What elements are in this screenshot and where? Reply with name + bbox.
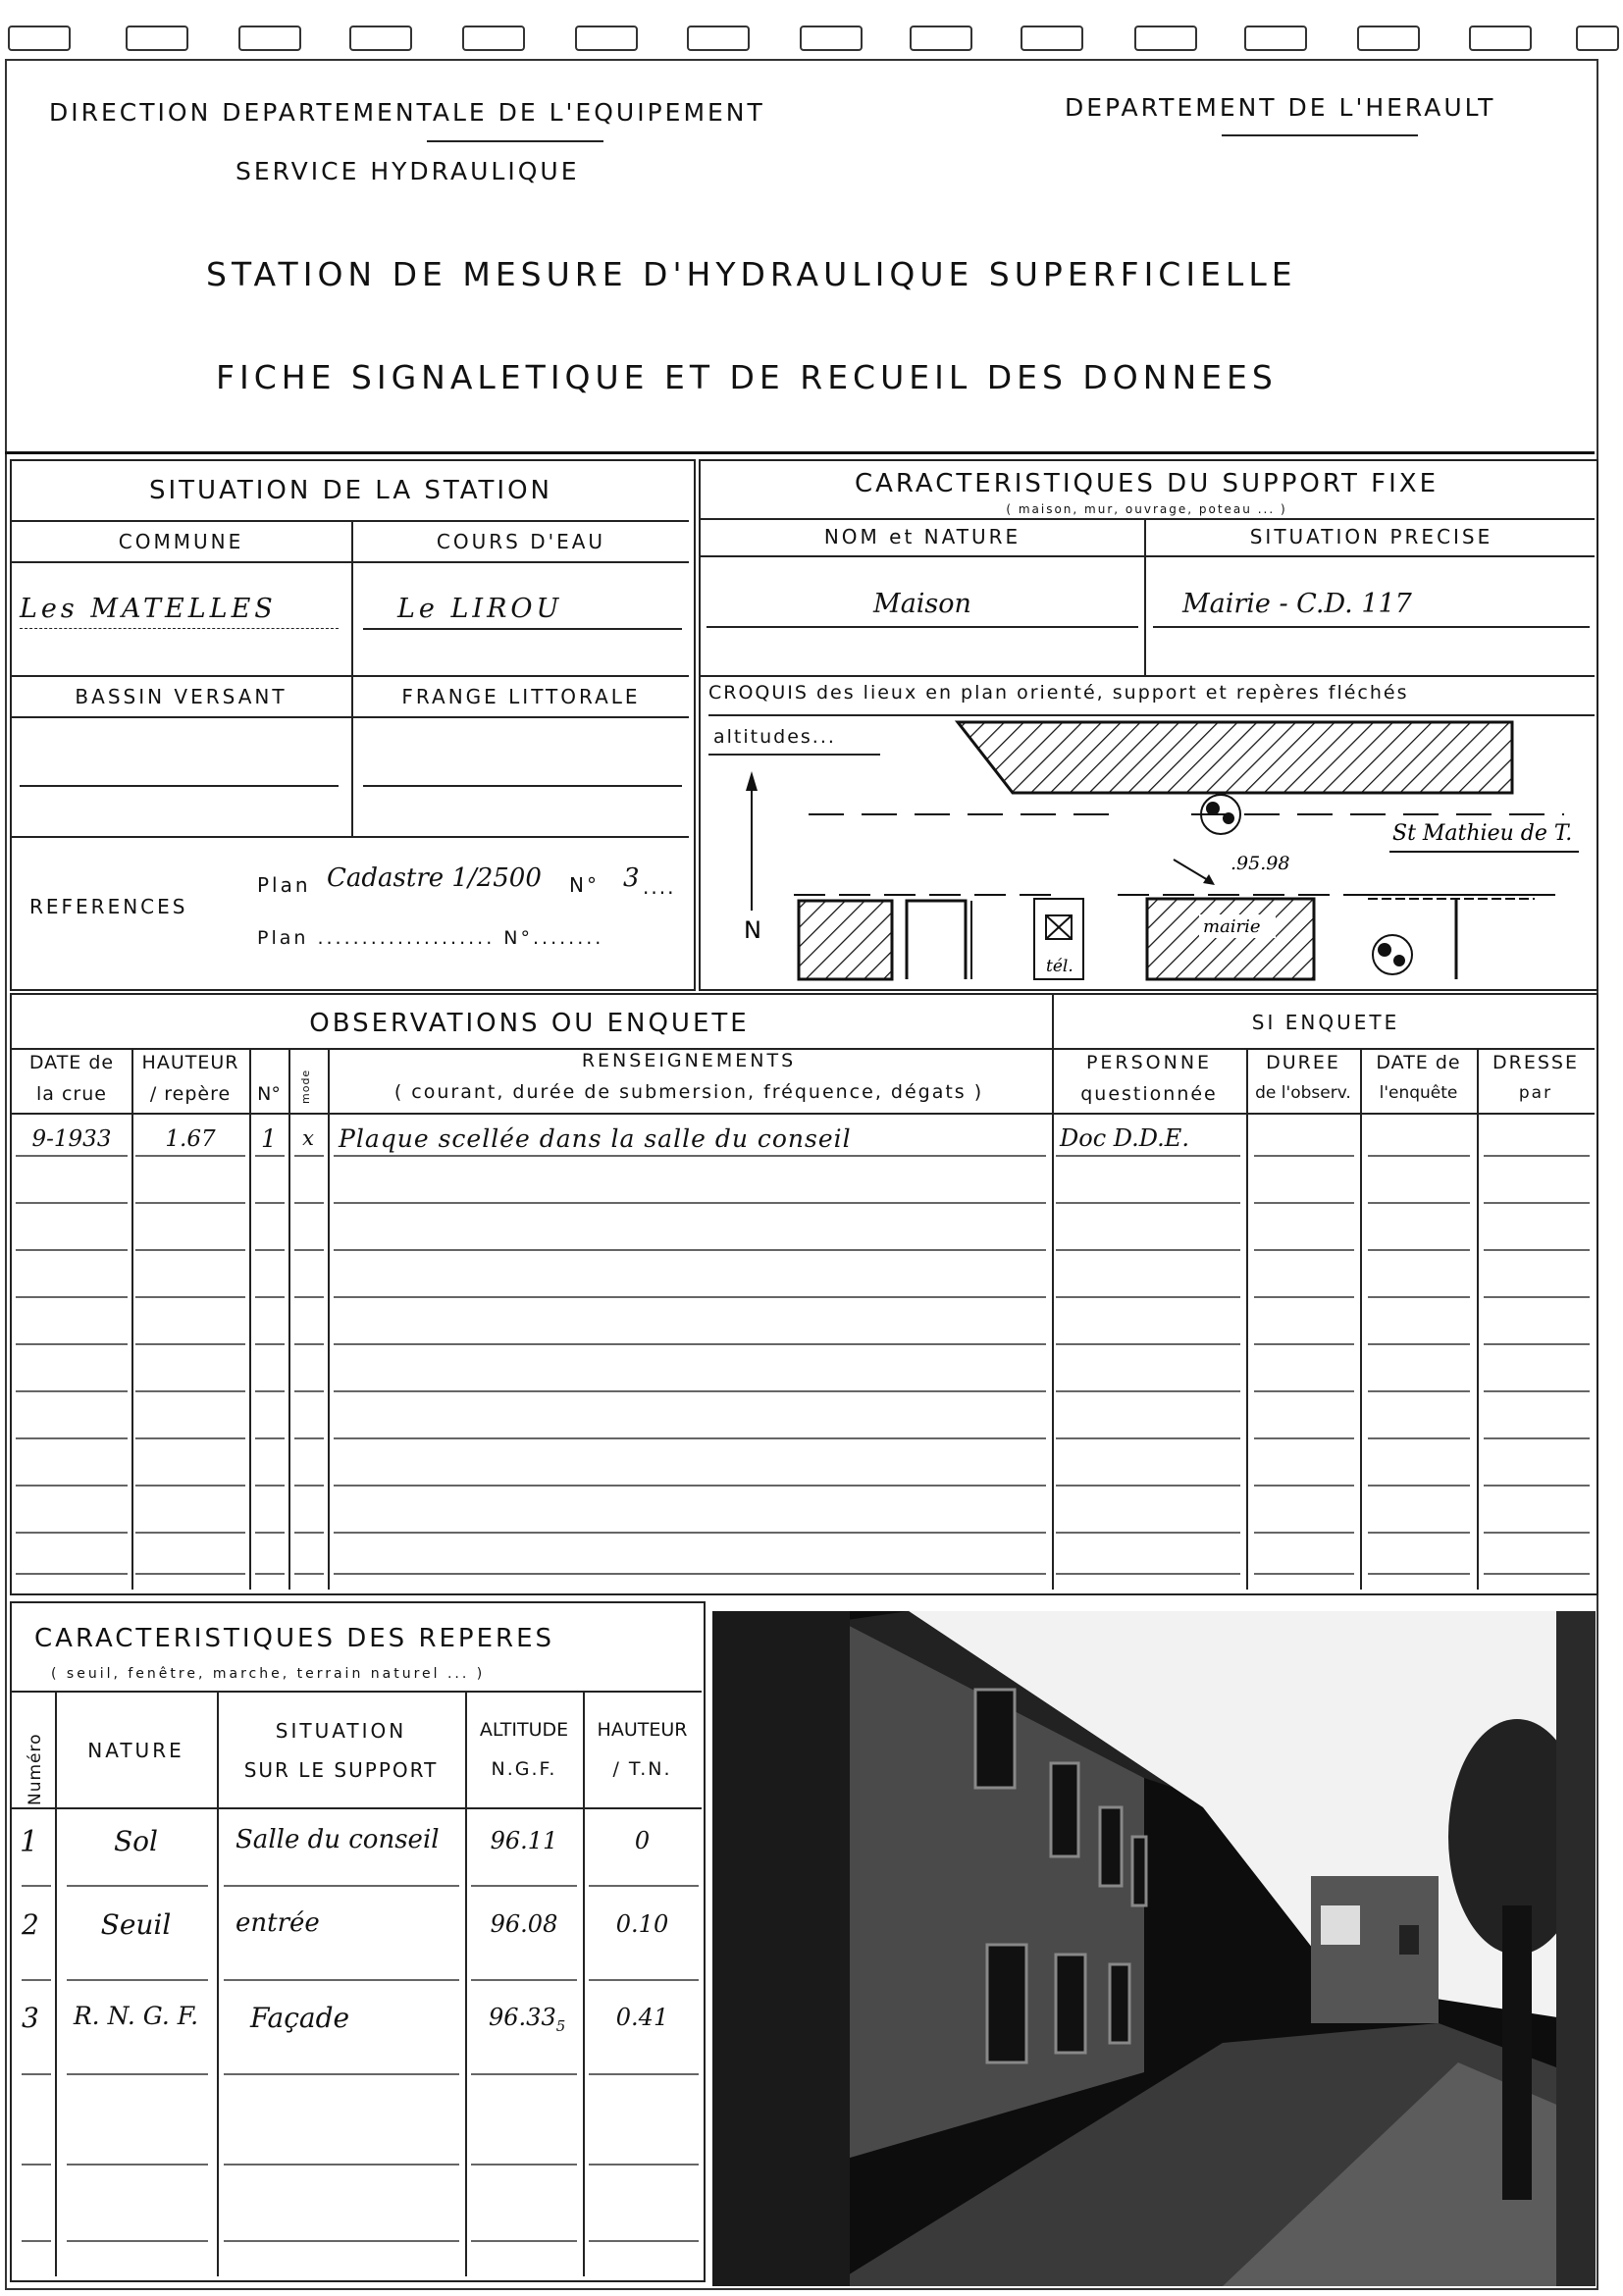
divider [1153,626,1590,628]
divider [12,675,689,677]
page-title: STATION DE MESURE D'HYDRAULIQUE SUPERFICIELLE [206,255,1297,293]
bassin-label: BASSIN VERSANT [75,685,288,708]
divider [12,561,689,563]
col-altitude-1: ALTITUDE [479,1719,569,1741]
divider [351,522,353,836]
binder-hole [1021,26,1083,51]
plan1-number: 3 [623,863,640,893]
col-no: N° [257,1083,281,1105]
repere-altitude: 96.08 [490,1910,558,1938]
divider [20,785,339,787]
binder-hole [1469,26,1532,51]
repere-nature: Seuil [100,1908,172,1941]
col-hauteur-2: / repère [149,1083,232,1105]
binder-hole [910,26,972,51]
tel-label: tél. [1046,957,1073,976]
binder-hole [126,26,188,51]
site-sketch [701,714,1595,985]
binder-hole [1576,26,1619,51]
enquete-heading: SI ENQUETE [1251,1011,1400,1034]
repere-numero: 1 [20,1825,39,1859]
commune-label: COMMUNE [118,530,244,553]
service-text: SERVICE HYDRAULIQUE [236,157,580,185]
col-dresse-2: par [1518,1083,1553,1103]
col-date-crue-2: la crue [36,1083,107,1105]
col-dresse-1: DRESSE [1492,1052,1579,1073]
row-no: 1 [261,1124,277,1153]
col-altitude-2: N.G.F. [491,1758,557,1780]
repere-altitude: 96.11 [490,1827,558,1854]
frange-label: FRANGE LITTORALE [401,685,641,708]
direction-text: DIRECTION DEPARTEMENTALE DE L'EQUIPEMENT [49,98,765,127]
col-mode: mode [299,1069,312,1104]
plan1-value: Cadastre 1/2500 [327,863,542,893]
situation-heading: SITUATION DE LA STATION [148,476,553,505]
divider [20,628,339,629]
divider [701,675,1595,677]
row-hauteur: 1.67 [165,1126,216,1152]
building-photo [712,1611,1596,2286]
binder-hole [575,26,638,51]
references-label: REFERENCES [29,895,188,918]
binder-hole [8,26,71,51]
col-hauteur-1: HAUTEUR [141,1052,239,1073]
repere-situation: entrée [236,1908,320,1938]
departement-text: DEPARTEMENT DE L'HERAULT [1065,93,1496,122]
divider [1144,520,1146,675]
row-mode: x [302,1126,314,1150]
repere-numero: 2 [22,1908,39,1941]
col-hauteur-tn-2: / T.N. [612,1758,672,1780]
divider [707,626,1138,628]
col-date-enquete-1: DATE de [1376,1052,1461,1073]
nom-label: NOM et NATURE [823,525,1021,548]
divider [12,1691,702,1693]
reperes-subheading: ( seuil, fenêtre, marche, terrain naturel ... ) [51,1666,486,1682]
divider [12,716,689,718]
observations-ruling [12,1113,1595,1590]
row-personne: Doc D.D.E. [1060,1124,1189,1152]
col-personne-2: questionnée [1080,1083,1218,1105]
cours-value: Le LIROU [397,594,563,624]
plan2-line: Plan .................... N°........ [257,927,604,949]
repere-nature: R. N. G. F. [73,2002,199,2030]
building-block [958,722,1512,793]
binder-hole [349,26,412,51]
dots: .... [643,875,676,899]
binder-hole [1244,26,1307,51]
reperes-heading: CARACTERISTIQUES DES REPERES [34,1624,555,1653]
col-date-crue-1: DATE de [28,1052,115,1073]
col-duree-2: de l'observ. [1255,1083,1351,1103]
mairie-label: mairie [1203,916,1261,937]
situation-precise-value: Mairie - C.D. 117 [1182,589,1412,619]
binder-hole [1134,26,1197,51]
col-hauteur-tn-1: HAUTEUR [597,1719,688,1741]
north-label: N [744,916,761,944]
tree-icon [1373,935,1412,974]
repere-situation: Salle du conseil [236,1825,440,1854]
nom-value: Maison [873,589,971,619]
row-renseignement: Plaque scellée dans la salle du conseil [339,1124,852,1153]
altitudes-label: altitudes... [713,726,836,748]
altitude-label: .95.98 [1230,853,1290,874]
mairie-building [1147,899,1314,979]
binder-hole [687,26,750,51]
repere-nature: Sol [114,1825,158,1857]
col-duree-1: DUREE [1266,1052,1340,1073]
col-nature: NATURE [87,1739,184,1762]
divider [12,520,689,522]
divider [427,140,603,142]
reperes-ruling [12,1807,702,2276]
observations-heading: OBSERVATIONS OU ENQUETE [309,1009,750,1038]
repere-hauteur: 0.10 [615,1910,669,1938]
repere-numero: 3 [22,2002,39,2034]
binder-hole [462,26,525,51]
situation-precise-label: SITUATION PRECISE [1249,525,1493,548]
col-situation-2: SUR LE SUPPORT [243,1758,439,1782]
page-subtitle: FICHE SIGNALETIQUE ET DE RECUEIL DES DONNEES [216,358,1278,396]
divider [701,555,1595,557]
col-renseignements-2: ( courant, durée de submersion, fréquence, dégats ) [393,1081,984,1103]
col-situation-1: SITUATION [275,1719,407,1743]
plan1-label: Plan [257,873,311,897]
col-personne-1: PERSONNE [1085,1052,1213,1073]
col-date-enquete-2: l'enquête [1379,1083,1458,1103]
cours-label: COURS D'EAU [436,530,606,553]
col-renseignements-1: RENSEIGNEMENTS [581,1050,797,1071]
plan1-no-label: N° [569,873,600,897]
row-date: 9-1933 [31,1126,112,1152]
col-numero: Numéro [26,1733,45,1805]
divider [1222,134,1418,136]
divider [701,518,1595,520]
commune-value: Les MATELLES [20,594,277,624]
repere-altitude: $96.33_5$ [489,2004,566,2035]
divider [5,451,1595,454]
binder-hole [238,26,301,51]
croquis-label: CROQUIS des lieux en plan orienté, support et repères fléchés [708,682,1409,704]
repere-hauteur: 0 [634,1827,651,1854]
repere-situation: Façade [250,2002,350,2034]
road-label: St Mathieu de T. [1392,821,1573,846]
repere-hauteur: 0.41 [615,2004,669,2031]
binder-hole [1357,26,1420,51]
binder-hole [800,26,863,51]
support-subheading: ( maison, mur, ouvrage, poteau ... ) [1006,502,1287,516]
support-heading: CARACTERISTIQUES DU SUPPORT FIXE [854,469,1440,498]
divider [363,785,682,787]
divider [12,836,689,838]
divider [363,628,682,630]
